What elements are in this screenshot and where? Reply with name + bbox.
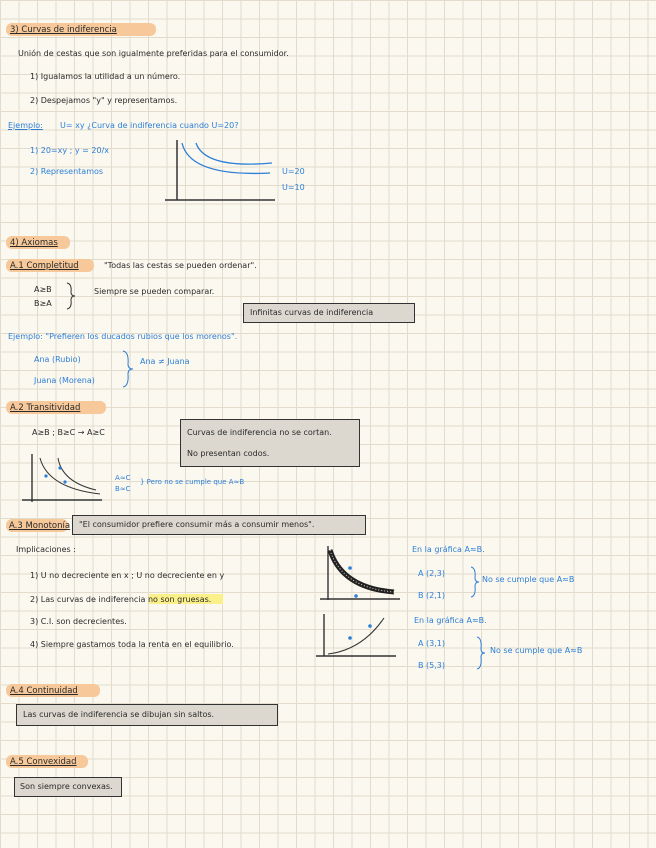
a3-graph-2-a: A (3,1) (418, 639, 445, 648)
definition-text: Unión de cestas que son igualmente preferidas para el consumidor. (18, 49, 289, 58)
a5-title: A.5 Convexidad (10, 757, 77, 767)
a1-brace-note: Ana ≠ Juana (140, 357, 190, 366)
example-step-1: 1) 20=xy ; y = 20/x (30, 146, 110, 155)
increasing-curve-graph (312, 612, 402, 662)
a2-box-line-1: Curvas de indiferencia no se cortan. (187, 428, 332, 437)
a4-box-text: Las curvas de indiferencia se dibujan sin saltos. (23, 710, 215, 719)
a1-ana: Ana (Rubio) (34, 355, 81, 364)
a3-item-4: 4) Siempre gastamos toda la renta en el equilibrio. (30, 640, 234, 649)
a4-title: A.4 Continuidad (10, 686, 78, 696)
a4-box (16, 704, 278, 726)
a3-item-2-highlight: no son gruesas. (147, 595, 212, 604)
a2-note-1: A≈C (115, 474, 131, 482)
a3-graph-2-b: B (5,3) (418, 661, 445, 670)
a3-quote-box (72, 515, 366, 535)
a3-quote: "El consumidor prefiere consumir más a consumir menos". (79, 520, 315, 529)
step-2: 2) Despejamos "y" y representamos. (30, 96, 178, 105)
a5-box-text: Son siempre convexas. (20, 782, 113, 791)
brace-icon (476, 636, 486, 670)
a3-item-3: 3) C.I. son decrecientes. (30, 617, 127, 626)
a2-title: A.2 Transitividad (10, 403, 81, 413)
label-u10: U=10 (282, 183, 305, 192)
example-text: U= xy ¿Curva de indiferencia cuando U=20? (60, 121, 239, 130)
a1-box-text: Infinitas curvas de indiferencia (250, 308, 374, 317)
brace-icon (66, 282, 76, 310)
a2-relation: A≥B ; B≥C → A≥C (32, 428, 105, 437)
example-label: Ejemplo: (8, 121, 43, 130)
a3-title: A.3 Monotonía (9, 521, 71, 531)
a3-graph-1-b: B (2,1) (418, 591, 445, 600)
example-step-2: 2) Representamos (30, 167, 104, 176)
a1-relation-2: B≥A (34, 299, 52, 308)
a5-box (14, 777, 122, 797)
a3-graph-1-note: No se cumple que A≈B (482, 575, 575, 584)
a2-note: } Pero no se cumple que A≈B (140, 478, 245, 486)
a3-graph-1-title: En la gráfica A≈B. (412, 545, 485, 554)
a2-box-line-2: No presentan codos. (187, 449, 270, 458)
crossing-curves-graph (18, 452, 108, 508)
a3-item-2 (30, 596, 211, 604)
a3-item-1: 1) U no decreciente en x ; U no decreciente en y (30, 571, 225, 580)
a3-implications: Implicaciones : (16, 545, 76, 554)
brace-icon (470, 566, 480, 598)
a2-box (180, 419, 360, 467)
a1-example: Ejemplo: "Prefieren los ducados rubios que los morenos". (8, 332, 238, 341)
a1-box (243, 303, 415, 323)
a1-juana: Juana (Morena) (34, 376, 95, 385)
a1-relation-1: A≥B (34, 285, 52, 294)
step-1: 1) Igualamos la utilidad a un número. (30, 72, 181, 81)
a1-title: A.1 Completitud (10, 261, 79, 271)
section-4-title: 4) Axiomas (10, 238, 58, 248)
thick-curve-graph (316, 544, 406, 606)
a3-item-2-text: 2) Las curvas de indiferencia (30, 595, 146, 604)
section-3-title: 3) Curvas de indiferencia (10, 25, 117, 35)
label-u20: U=20 (282, 167, 305, 176)
a1-quote: "Todas las cestas se pueden ordenar". (104, 261, 257, 270)
brace-icon (122, 350, 134, 388)
a3-graph-2-title: En la gráfica A≈B. (414, 616, 487, 625)
a1-always: Siempre se pueden comparar. (94, 287, 215, 296)
a3-graph-1-a: A (2,3) (418, 569, 445, 578)
a3-graph-2-note: No se cumple que A≈B (490, 646, 583, 655)
a2-note-2: B≈C (115, 485, 131, 493)
